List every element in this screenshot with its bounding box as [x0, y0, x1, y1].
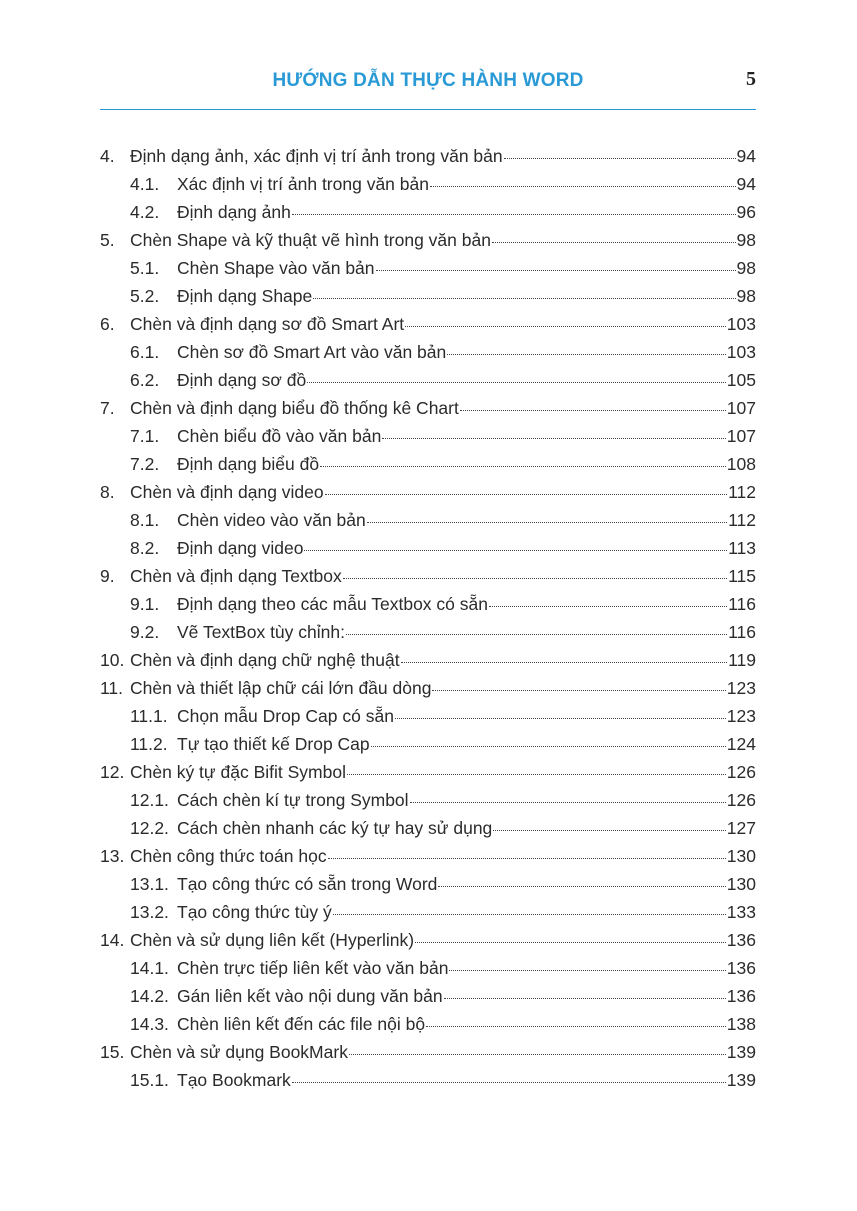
toc-dot-leader	[382, 432, 725, 439]
toc-entry-title: Chèn và thiết lập chữ cái lớn đầu dòng	[130, 678, 432, 698]
toc-entry-number: 5.	[100, 230, 115, 250]
toc-entry-title: Tạo công thức có sẵn trong Word	[177, 874, 438, 894]
toc-subentry[interactable]	[100, 198, 756, 226]
toc-entry-number: 5.1.	[130, 258, 160, 278]
toc-entry-number: 4.2.	[130, 202, 160, 222]
toc-entry-number: 14.1.	[130, 958, 169, 978]
toc-dot-leader	[426, 1020, 726, 1027]
toc-entry-number: 13.1.	[130, 874, 169, 894]
toc-entry-page: 123	[726, 678, 756, 698]
toc-entry[interactable]	[100, 842, 756, 870]
toc-entry-title: Chèn và định dạng biểu đồ thống kê Chart	[130, 398, 459, 418]
toc-entry-page: 116	[728, 594, 756, 614]
toc-dot-leader	[492, 236, 736, 243]
toc-subentry[interactable]	[100, 954, 756, 982]
toc-dot-leader	[444, 992, 726, 999]
toc-entry-page: 126	[726, 762, 756, 782]
toc-entry-title: Gán liên kết vào nội dung văn bản	[177, 986, 443, 1006]
toc-dot-leader	[504, 152, 736, 159]
toc-entry-title: Chèn và sử dụng liên kết (Hyperlink)	[130, 930, 415, 950]
toc-dot-leader	[447, 348, 726, 355]
toc-entry-page: 113	[728, 538, 756, 558]
toc-entry[interactable]	[100, 226, 756, 254]
toc-entry-number: 7.1.	[130, 426, 160, 446]
toc-dot-leader	[371, 740, 726, 747]
toc-entry-number: 13.	[100, 846, 125, 866]
toc-subentry[interactable]	[100, 450, 756, 478]
toc-entry-number: 6.	[100, 314, 115, 334]
toc-subentry[interactable]	[100, 590, 756, 618]
toc-subentry[interactable]	[100, 282, 756, 310]
toc-dot-leader	[347, 768, 726, 775]
toc-entry-number: 6.2.	[130, 370, 160, 390]
toc-entry-number: 15.	[100, 1042, 125, 1062]
toc-subentry[interactable]	[100, 1010, 756, 1038]
toc-dot-leader	[432, 684, 725, 691]
toc-entry-title: Chọn mẫu Drop Cap có sẵn	[177, 706, 394, 726]
toc-entry-number: 11.2.	[130, 734, 168, 754]
toc-entry-number: 11.	[100, 678, 124, 698]
toc-entry-title: Xác định vị trí ảnh trong văn bản	[177, 174, 429, 194]
toc-dot-leader	[438, 880, 725, 887]
toc-entry-page: 105	[726, 370, 756, 390]
toc-dot-leader	[367, 516, 727, 523]
toc-entry-number: 12.	[100, 762, 125, 782]
toc-entry-page: 98	[736, 286, 756, 306]
toc-subentry[interactable]	[100, 338, 756, 366]
toc-entry-number: 5.2.	[130, 286, 160, 306]
toc-entry-title: Định dạng biểu đồ	[177, 454, 320, 474]
toc-entry-number: 4.1.	[130, 174, 160, 194]
toc-entry-title: Chèn và định dạng sơ đồ Smart Art	[130, 314, 405, 334]
toc-entry-page: 133	[726, 902, 756, 922]
toc-entry-page: 107	[726, 398, 756, 418]
toc-subentry[interactable]	[100, 506, 756, 534]
table-of-contents	[100, 142, 756, 1094]
toc-entry-title: Định dạng ảnh	[177, 202, 291, 222]
toc-entry-number: 14.2.	[130, 986, 169, 1006]
toc-entry-page: 130	[726, 846, 756, 866]
toc-subentry[interactable]	[100, 702, 756, 730]
toc-entry-number: 9.2.	[130, 622, 160, 642]
page-header	[100, 68, 756, 98]
toc-entry-page: 107	[726, 426, 756, 446]
toc-entry-number: 7.	[100, 398, 115, 418]
toc-entry-title: Tự tạo thiết kế Drop Cap	[177, 734, 370, 754]
toc-entry[interactable]	[100, 562, 756, 590]
toc-entry-title: Định dạng sơ đồ	[177, 370, 307, 390]
toc-entry-title: Chèn và định dạng chữ nghệ thuật	[130, 650, 400, 670]
toc-entry-page: 127	[726, 818, 756, 838]
toc-entry-title: Định dạng Shape	[177, 286, 313, 306]
header-divider	[100, 109, 756, 110]
toc-entry-page: 103	[726, 314, 756, 334]
toc-entry[interactable]	[100, 646, 756, 674]
toc-entry-page: 103	[726, 342, 756, 362]
toc-dot-leader	[320, 460, 726, 467]
toc-entry-number: 9.	[100, 566, 115, 586]
toc-subentry[interactable]	[100, 618, 756, 646]
toc-subentry[interactable]	[100, 1066, 756, 1094]
toc-entry-title: Chèn và định dạng video	[130, 482, 324, 502]
toc-entry-title: Vẽ TextBox tùy chỉnh:	[177, 622, 345, 642]
toc-entry-title: Chèn liên kết đến các file nội bộ	[177, 1014, 426, 1034]
toc-entry-title: Định dạng ảnh, xác định vị trí ảnh trong văn bản	[130, 146, 503, 166]
toc-entry[interactable]	[100, 310, 756, 338]
toc-entry-title: Cách chèn nhanh các ký tự hay sử dụng	[177, 818, 493, 838]
toc-entry[interactable]	[100, 758, 756, 786]
toc-entry-number: 12.2.	[130, 818, 169, 838]
toc-dot-leader	[325, 488, 727, 495]
toc-entry-page: 136	[726, 958, 756, 978]
toc-entry-page: 136	[726, 930, 756, 950]
toc-subentry[interactable]	[100, 534, 756, 562]
toc-entry-page: 130	[726, 874, 756, 894]
toc-entry-title: Định dạng theo các mẫu Textbox có sẵn	[177, 594, 488, 614]
toc-subentry[interactable]	[100, 870, 756, 898]
toc-dot-leader	[415, 936, 726, 943]
toc-entry-title: Định dạng video	[177, 538, 304, 558]
toc-subentry[interactable]	[100, 898, 756, 926]
toc-entry-title: Chèn trực tiếp liên kết vào văn bản	[177, 958, 449, 978]
toc-entry-number: 10.	[100, 650, 125, 670]
toc-dot-leader	[493, 824, 726, 831]
toc-entry-number: 15.1.	[130, 1070, 169, 1090]
toc-entry-page: 116	[728, 622, 756, 642]
toc-dot-leader	[430, 180, 736, 187]
toc-entry-number: 8.1.	[130, 510, 160, 530]
toc-entry-page: 119	[728, 650, 756, 670]
toc-entry[interactable]	[100, 674, 756, 702]
toc-entry-title: Chèn ký tự đặc Bifit Symbol	[130, 762, 346, 782]
toc-dot-leader	[313, 292, 735, 299]
toc-entry-title: Chèn sơ đồ Smart Art vào văn bản	[177, 342, 447, 362]
toc-entry-page: 94	[736, 146, 756, 166]
toc-entry-title: Chèn biểu đồ vào văn bản	[177, 426, 382, 446]
toc-dot-leader	[292, 1076, 726, 1083]
toc-entry-page: 112	[728, 482, 756, 502]
toc-entry-page: 112	[728, 510, 756, 530]
toc-entry-page: 94	[736, 174, 756, 194]
toc-entry[interactable]	[100, 926, 756, 954]
toc-entry-number: 8.2.	[130, 538, 160, 558]
toc-subentry[interactable]	[100, 814, 756, 842]
toc-entry-number: 9.1.	[130, 594, 160, 614]
toc-entry[interactable]	[100, 1038, 756, 1066]
toc-entry-page: 136	[726, 986, 756, 1006]
toc-dot-leader	[307, 376, 726, 383]
toc-entry-number: 7.2.	[130, 454, 160, 474]
toc-dot-leader	[349, 1048, 726, 1055]
toc-dot-leader	[395, 712, 726, 719]
toc-entry-number: 8.	[100, 482, 115, 502]
toc-dot-leader	[449, 964, 725, 971]
toc-dot-leader	[401, 656, 728, 663]
toc-entry-title: Chèn Shape và kỹ thuật vẽ hình trong văn bản	[130, 230, 491, 250]
toc-dot-leader	[405, 320, 726, 327]
toc-entry-number: 14.	[100, 930, 125, 950]
book-title: HƯỚNG DẪN THỰC HÀNH WORD	[272, 70, 584, 91]
toc-entry-page: 98	[736, 258, 756, 278]
toc-entry-page: 108	[726, 454, 756, 474]
toc-dot-leader	[346, 628, 727, 635]
toc-entry-number: 13.2.	[130, 902, 169, 922]
toc-subentry[interactable]	[100, 366, 756, 394]
toc-entry-title: Tạo công thức tùy ý	[177, 902, 332, 922]
toc-entry-title: Chèn và định dạng Textbox	[130, 566, 342, 586]
toc-entry-page: 98	[736, 230, 756, 250]
toc-entry-title: Chèn và sử dụng BookMark	[130, 1042, 348, 1062]
toc-dot-leader	[304, 544, 727, 551]
toc-dot-leader	[292, 208, 736, 215]
toc-dot-leader	[333, 908, 726, 915]
toc-entry-title: Chèn công thức toán học	[130, 846, 327, 866]
toc-dot-leader	[376, 264, 736, 271]
toc-dot-leader	[328, 852, 726, 859]
toc-entry-page: 139	[726, 1070, 756, 1090]
toc-entry-page: 126	[726, 790, 756, 810]
toc-entry-page: 124	[726, 734, 756, 754]
toc-subentry[interactable]	[100, 254, 756, 282]
toc-entry-title: Chèn video vào văn bản	[177, 510, 366, 530]
toc-entry-number: 12.1.	[130, 790, 169, 810]
toc-subentry[interactable]	[100, 170, 756, 198]
toc-entry-page: 96	[736, 202, 756, 222]
toc-entry-title: Tạo Bookmark	[177, 1070, 291, 1090]
toc-subentry[interactable]	[100, 730, 756, 758]
toc-entry-page: 123	[726, 706, 756, 726]
toc-entry-title: Cách chèn kí tự trong Symbol	[177, 790, 409, 810]
toc-entry-title: Chèn Shape vào văn bản	[177, 258, 375, 278]
toc-entry-page: 138	[726, 1014, 756, 1034]
toc-entry-number: 11.1.	[130, 706, 168, 726]
toc-dot-leader	[343, 572, 727, 579]
toc-entry-number: 4.	[100, 146, 115, 166]
toc-entry-page: 115	[728, 566, 756, 586]
toc-entry[interactable]	[100, 478, 756, 506]
page-number: 5	[746, 68, 756, 90]
toc-entry[interactable]	[100, 394, 756, 422]
toc-subentry[interactable]	[100, 422, 756, 450]
toc-entry-number: 6.1.	[130, 342, 160, 362]
toc-dot-leader	[460, 404, 726, 411]
toc-dot-leader	[489, 600, 727, 607]
toc-subentry[interactable]	[100, 786, 756, 814]
toc-subentry[interactable]	[100, 982, 756, 1010]
toc-entry[interactable]	[100, 142, 756, 170]
toc-entry-number: 14.3.	[130, 1014, 169, 1034]
toc-entry-page: 139	[726, 1042, 756, 1062]
toc-dot-leader	[410, 796, 726, 803]
